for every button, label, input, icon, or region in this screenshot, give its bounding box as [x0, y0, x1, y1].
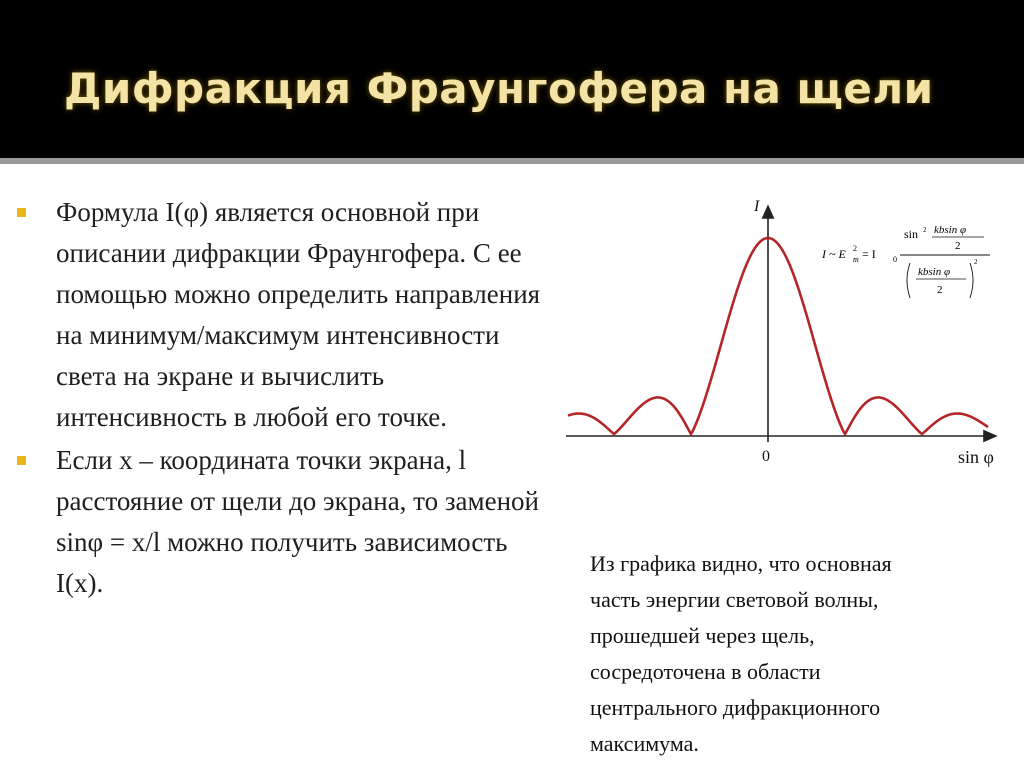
formula-sub-m: m — [853, 255, 859, 264]
formula-den-two: 2 — [937, 284, 943, 296]
origin-label: 0 — [762, 448, 770, 465]
formula-den-arg: kbsin φ — [918, 266, 951, 278]
bullet-marker — [17, 208, 26, 217]
formula-svg — [822, 222, 1022, 304]
slide-title: Дифракция Фраунгофера на щели — [64, 64, 934, 113]
bullet-text: Если x – координата точки экрана, l расстояние от щели до экрана, то заменой sinφ = x/l можно получить зависимость I(x). — [56, 445, 539, 598]
bullet-list — [14, 192, 554, 606]
intensity-formula — [822, 222, 1022, 304]
bullet-item-formula — [14, 192, 554, 438]
formula-sub-0: 0 — [893, 255, 897, 264]
y-axis-label: I — [754, 198, 760, 215]
bullet-item-coordinate — [14, 440, 554, 604]
formula-den-power: 2 — [974, 258, 978, 266]
formula-num-arg: kbsin φ — [934, 224, 967, 236]
formula-eq: = I — [862, 247, 876, 261]
bullet-text: Формула I(φ) является основной при описании дифракции Фраунгофера. С ее помощью можно определить направления на минимум/максимум интенсивности света на экране и вычислить интенсивность в любой его точке. — [56, 197, 541, 432]
graph-caption: Из графика видно, что основная часть энергии световой волны, прошедшей через щель, сосредоточена в области центрального дифракционного максимума. — [590, 551, 892, 756]
title-divider — [0, 158, 1024, 164]
formula-lhs: I ~ E — [822, 247, 846, 261]
formula-sin-power: 2 — [923, 226, 927, 234]
title-bar — [0, 0, 1024, 158]
formula-sin: sin — [904, 227, 919, 241]
formula-num-two: 2 — [955, 240, 961, 252]
bullet-marker — [17, 456, 26, 465]
formula-sup-2: 2 — [853, 244, 857, 253]
x-axis-label: sin φ — [958, 447, 994, 467]
